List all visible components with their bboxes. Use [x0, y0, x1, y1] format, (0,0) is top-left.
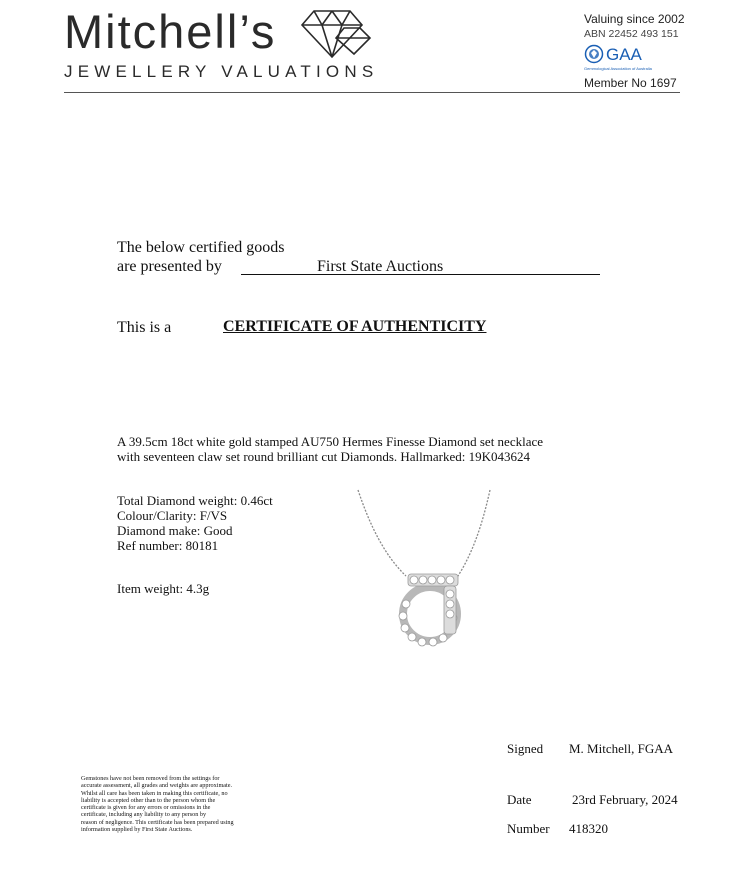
description-line-1: A 39.5cm 18ct white gold stamped AU750 Hermes Finesse Diamond set necklace: [117, 434, 544, 449]
header-divider: [64, 92, 680, 93]
number-value: 418320: [569, 821, 608, 836]
number-label: Number: [507, 821, 550, 836]
intro-line-1: The below certified goods: [117, 239, 285, 256]
member-number: Member No 1697: [584, 76, 677, 90]
spec-diamond-make: Diamond make: Good: [117, 523, 233, 538]
disclaimer-line: information supplied by First State Auctions.: [81, 826, 193, 834]
gaa-seal-icon: [584, 44, 604, 64]
date-label: Date: [507, 792, 532, 807]
disclaimer-line: Gemstones have not been removed from the settings for: [81, 775, 220, 782]
description-line-2: with seventeen claw set round brilliant cut Diamonds. Hallmarked: 19K043624: [117, 449, 531, 464]
spec-ref-number: Ref number: 80181: [117, 538, 219, 553]
disclaimer-line: certificate is given for any errors or omissions in the: [81, 804, 211, 812]
presenter-field: [241, 257, 600, 275]
certificate-title: CERTIFICATE OF AUTHENTICITY: [223, 318, 487, 335]
brand-name: Mitchell’s: [64, 5, 277, 58]
gaa-label: GAA: [606, 45, 642, 64]
disclaimer: [81, 775, 286, 833]
spec-total-weight: Total Diamond weight: 0.46ct: [117, 493, 273, 508]
date-value: 23rd February, 2024: [572, 792, 678, 807]
disclaimer-line: Whilst all care has been taken in making this certificate, no: [81, 789, 228, 797]
signed-label: Signed: [507, 741, 544, 756]
gaa-subtitle: Gemmological Association of Australia: [584, 66, 652, 71]
disclaimer-line: liability is accepted other than to the person whom the: [81, 796, 216, 804]
spec-item-weight: Item weight: 4.3g: [117, 581, 210, 596]
valuing-since: Valuing since 2002: [584, 12, 685, 26]
disclaimer-line: certificate, including any liability to any person by: [81, 811, 207, 819]
spec-colour-clarity: Colour/Clarity: F/VS: [117, 508, 228, 523]
brand-tagline: JEWELLERY VALUATIONS: [64, 62, 379, 81]
intro-line-2: are presented by: [117, 258, 222, 275]
disclaimer-line: accurate assessment, all grades and weights are approximate.: [81, 782, 233, 790]
necklace-photo: [350, 486, 500, 656]
signed-value: M. Mitchell, FGAA: [569, 741, 673, 756]
abn-number: ABN 22452 493 151: [584, 28, 679, 40]
diamond-logo-icon: [300, 8, 372, 60]
certificate-prefix: This is a: [117, 319, 172, 336]
presenter-name: First State Auctions: [317, 258, 444, 275]
disclaimer-line: reason of negligence. This certificate has been prepared using: [81, 818, 234, 826]
